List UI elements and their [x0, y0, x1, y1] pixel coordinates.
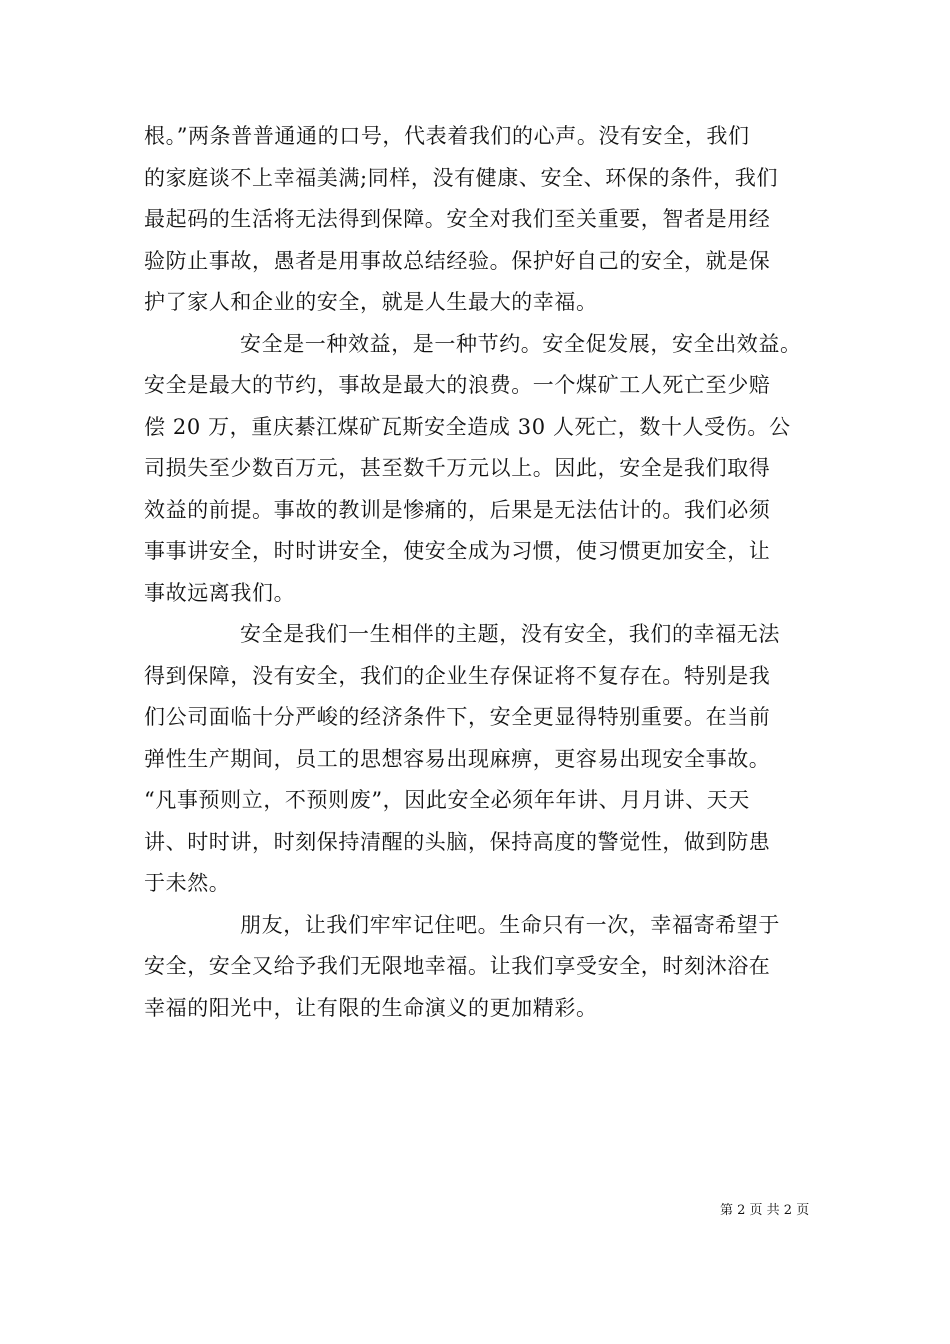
text-line: 幸福的阳光中，让有限的生命演义的更加精彩。	[144, 995, 598, 1020]
text-line: 根。”两条普普通通的口号，代表着我们的心声。没有安全，我们	[144, 124, 750, 148]
text-line: 安全，安全又给予我们无限地幸福。让我们享受安全，时刻沐浴在	[144, 954, 771, 978]
text-line: 安全是一种效益，是一种节约。安全促发展，安全出效益。	[240, 331, 802, 356]
text-line: 安全是最大的节约，事故是最大的浪费。一个煤矿工人死亡至少赔	[144, 373, 771, 397]
text-line: 安全是我们一生相伴的主题，没有安全，我们的幸福无法	[240, 622, 780, 646]
paragraph-3	[144, 614, 808, 905]
text-line: 护了家人和企业的安全，就是人生最大的幸福。	[144, 290, 598, 314]
paragraph-2	[144, 324, 808, 615]
text-line: 偿 20 万，重庆綦江煤矿瓦斯安全造成 30 人死亡，数十人受伤。公	[144, 414, 791, 439]
paragraph-1	[144, 116, 808, 324]
body-text	[144, 116, 808, 1029]
text-line: 司损失至少数百万元，甚至数千万元以上。因此，安全是我们取得	[144, 456, 771, 480]
text-line: “凡事预则立，不预则废”，因此安全必须年年讲、月月讲、天天	[144, 788, 750, 812]
text-line: 于未然。	[144, 871, 231, 895]
text-line: 的家庭谈不上幸福美满;同样，没有健康、安全、环保的条件，我们	[144, 165, 779, 190]
text-line: 讲、时时讲，时刻保持清醒的头脑，保持高度的警觉性，做到防患	[144, 829, 771, 854]
paragraph-4	[144, 905, 808, 1030]
text-line: 最起码的生活将无法得到保障。安全对我们至关重要，智者是用经	[144, 207, 771, 231]
page-number-footer: 第 2 页 共 2 页	[720, 1203, 810, 1218]
text-line: 验防止事故，愚者是用事故总结经验。保护好自己的安全，就是保	[144, 248, 771, 273]
text-line: 朋友，让我们牢牢记住吧。生命只有一次，幸福寄希望于	[240, 912, 780, 937]
text-line: 事事讲安全，时时讲安全，使安全成为习惯，使习惯更加安全，让	[144, 539, 771, 563]
text-line: 们公司面临十分严峻的经济条件下，安全更显得特别重要。在当前	[144, 705, 771, 729]
text-line: 弹性生产期间，员工的思想容易出现麻痹，更容易出现安全事故。	[144, 746, 771, 771]
text-line: 得到保障，没有安全，我们的企业生存保证将不复存在。特别是我	[144, 663, 771, 688]
text-line: 事故远离我们。	[144, 580, 296, 605]
text-line: 效益的前提。事故的教训是惨痛的，后果是无法估计的。我们必须	[144, 497, 771, 522]
